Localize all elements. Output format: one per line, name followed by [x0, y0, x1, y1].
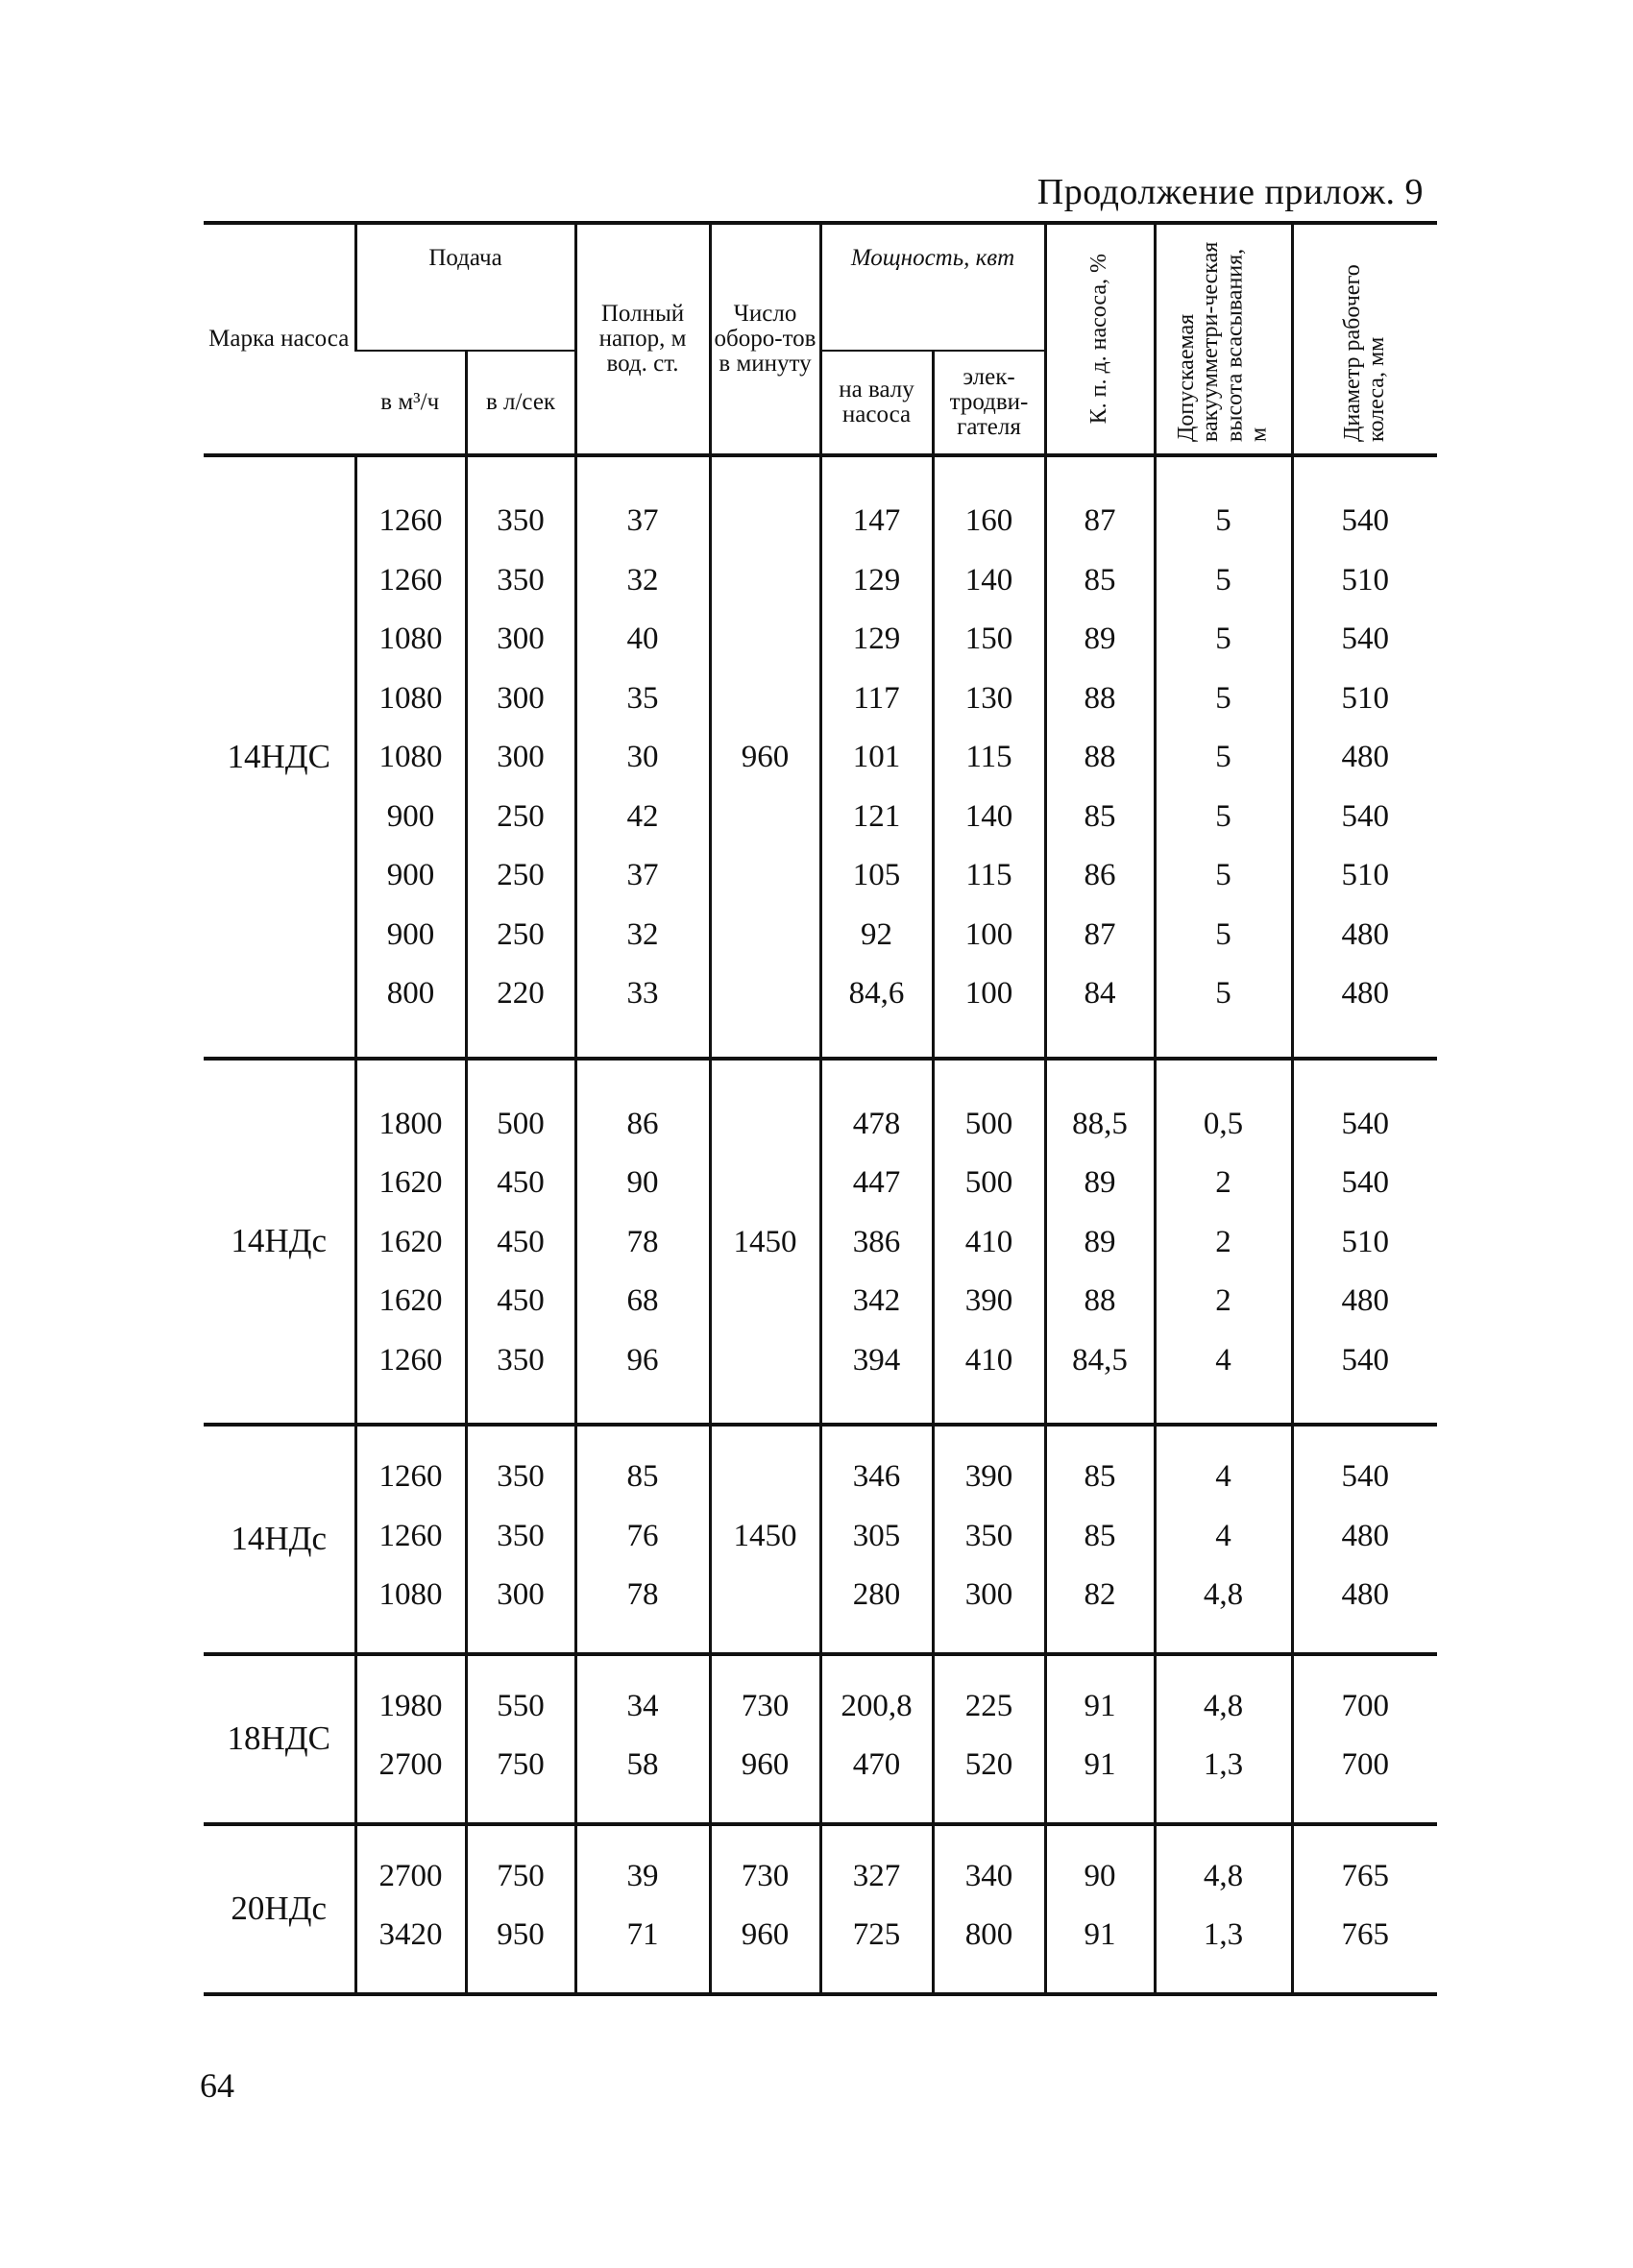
cell-value: 250 — [497, 798, 545, 834]
cell-value: 150 — [964, 622, 1013, 656]
cell-value: 305 — [852, 1518, 901, 1553]
cell-value: 394 — [852, 1342, 901, 1378]
cell-value: 105 — [852, 858, 901, 892]
cell-value: 58 — [626, 1747, 659, 1782]
header-power-shaft: на валу насоса — [820, 351, 933, 455]
cell-value: 450 — [497, 1224, 545, 1259]
cell-value: 390 — [964, 1283, 1013, 1318]
cell-value: 480 — [1341, 1283, 1390, 1318]
cell-value: 1260 — [378, 562, 443, 597]
header-efficiency-label: К. п. д. насоса, % — [1086, 254, 1112, 425]
cell-value: 91 — [1084, 1688, 1116, 1723]
cell-value: 350 — [497, 1342, 545, 1378]
col-efficiency — [1045, 1824, 1155, 1994]
cell-value: 129 — [852, 622, 901, 656]
cell-value: 5 — [1215, 858, 1231, 892]
cell-value: 78 — [626, 1577, 659, 1612]
cell-value: 160 — [964, 503, 1013, 538]
cell-value: 5 — [1215, 680, 1231, 716]
page-header: Продолжение прилож. 9 — [1036, 172, 1424, 212]
cell-value: 68 — [626, 1283, 659, 1318]
speed-cell — [710, 1654, 820, 1824]
cell-value: 32 — [626, 916, 659, 952]
cell-value: 84,5 — [1072, 1342, 1128, 1378]
cell-value: 140 — [964, 562, 1013, 597]
pump-mark: 14НДс — [204, 1425, 355, 1654]
col-efficiency — [1045, 1059, 1155, 1426]
cell-value: 1080 — [378, 1577, 443, 1612]
cell-value: 765 — [1341, 1917, 1390, 1952]
cell-value: 101 — [852, 740, 901, 774]
col-suction — [1155, 1059, 1292, 1426]
cell-value: 88 — [1084, 680, 1116, 716]
col-feed-ls — [466, 1824, 575, 1994]
header-power-motor: элек-тродви-гателя — [933, 351, 1045, 455]
col-suction — [1155, 455, 1292, 1059]
pump-mark: 14НДс — [204, 1059, 355, 1426]
cell-value: 480 — [1341, 916, 1390, 952]
col-power-shaft — [820, 1654, 933, 1824]
cell-value: 88 — [1084, 1283, 1116, 1318]
col-diameter — [1292, 1824, 1437, 1994]
cell-value: 200,8 — [841, 1688, 913, 1723]
cell-value: 410 — [964, 1342, 1013, 1378]
cell-value: 540 — [1341, 798, 1390, 834]
cell-value: 2700 — [378, 1747, 443, 1782]
cell-value: 5 — [1215, 503, 1231, 538]
cell-value: 4,8 — [1203, 1688, 1244, 1723]
cell-value: 220 — [497, 976, 545, 1011]
cell-value: 470 — [852, 1747, 901, 1782]
col-feed-m3h — [355, 1824, 466, 1994]
cell-value: 327 — [852, 1858, 901, 1893]
pump-group-row — [204, 1654, 1437, 1824]
cell-value: 100 — [964, 916, 1013, 952]
cell-value: 5 — [1215, 976, 1231, 1011]
header-power-group: Мощность, квт — [820, 223, 1045, 351]
header-speed: Число оборо-тов в минуту — [710, 223, 820, 455]
cell-value: 30 — [626, 740, 659, 774]
cell-value: 1260 — [378, 503, 443, 538]
cell-value: 100 — [964, 976, 1013, 1011]
cell-value: 480 — [1341, 976, 1390, 1011]
col-feed-m3h — [355, 1425, 466, 1654]
header-head: Полный напор, м вод. ст. — [575, 223, 710, 455]
cell-value: 1,3 — [1203, 1917, 1244, 1952]
col-feed-m3h — [355, 1654, 466, 1824]
cell-value: 500 — [964, 1106, 1013, 1141]
cell-value: 1260 — [378, 1342, 443, 1378]
cell-value: 300 — [497, 740, 545, 774]
cell-value: 346 — [852, 1459, 901, 1494]
cell-value: 500 — [964, 1165, 1013, 1200]
cell-value: 40 — [626, 622, 659, 656]
cell-value: 1620 — [378, 1224, 443, 1259]
cell-value: 225 — [964, 1688, 1013, 1723]
cell-value: 725 — [852, 1917, 901, 1952]
cell-value: 85 — [1084, 1518, 1116, 1553]
cell-value: 4,8 — [1203, 1858, 1244, 1893]
cell-value: 0,5 — [1203, 1106, 1244, 1141]
cell-value: 42 — [626, 798, 659, 834]
speed-cell — [710, 1824, 820, 1994]
cell-value: 700 — [1341, 1747, 1390, 1782]
cell-value: 5 — [1215, 798, 1231, 834]
col-power-motor — [933, 1654, 1045, 1824]
col-power-motor — [933, 1824, 1045, 1994]
cell-value: 71 — [626, 1917, 659, 1952]
col-power-shaft — [820, 1425, 933, 1654]
cell-value: 4,8 — [1203, 1577, 1244, 1612]
pump-specs-table — [204, 221, 1437, 1996]
cell-value: 90 — [626, 1165, 659, 1200]
col-diameter — [1292, 455, 1437, 1059]
col-head — [575, 1059, 710, 1426]
cell-value: 34 — [626, 1688, 659, 1723]
col-efficiency — [1045, 1425, 1155, 1654]
cell-value: 478 — [852, 1106, 901, 1141]
cell-value: 86 — [1084, 858, 1116, 892]
col-power-shaft — [820, 455, 933, 1059]
header-feed-ls: в л/сек — [466, 351, 575, 455]
cell-value: 550 — [497, 1688, 545, 1723]
cell-value: 91 — [1084, 1747, 1116, 1782]
cell-value: 800 — [386, 976, 435, 1011]
cell-value: 86 — [626, 1106, 659, 1141]
cell-value: 510 — [1341, 858, 1390, 892]
cell-value: 89 — [1084, 1165, 1116, 1200]
cell-value: 300 — [497, 622, 545, 656]
cell-value: 480 — [1341, 1577, 1390, 1612]
cell-value: 540 — [1341, 1165, 1390, 1200]
cell-value: 39 — [626, 1858, 659, 1893]
pump-group-row — [204, 1824, 1437, 1994]
col-efficiency — [1045, 455, 1155, 1059]
header-diameter-label: Диаметр рабочего колеса, мм — [1340, 264, 1390, 442]
cell-value: 96 — [626, 1342, 659, 1378]
cell-value: 5 — [1215, 916, 1231, 952]
cell-value: 900 — [386, 858, 435, 892]
col-head — [575, 1824, 710, 1994]
cell-value: 3420 — [378, 1917, 443, 1952]
cell-value: 130 — [964, 680, 1013, 716]
cell-value: 35 — [626, 680, 659, 716]
cell-value: 1620 — [378, 1165, 443, 1200]
cell-value: 500 — [497, 1106, 545, 1141]
cell-value: 1260 — [378, 1518, 443, 1553]
cell-value: 1800 — [378, 1106, 443, 1141]
cell-value: 32 — [626, 562, 659, 597]
col-power-shaft — [820, 1059, 933, 1426]
cell-value: 520 — [964, 1747, 1013, 1782]
col-diameter — [1292, 1425, 1437, 1654]
cell-value: 540 — [1341, 1342, 1390, 1378]
cell-value: 89 — [1084, 622, 1116, 656]
col-feed-ls — [466, 1425, 575, 1654]
cell-value: 750 — [497, 1747, 545, 1782]
cell-value: 950 — [497, 1917, 545, 1952]
cell-value: 121 — [852, 798, 901, 834]
cell-value: 350 — [497, 562, 545, 597]
header-suction — [1155, 223, 1292, 455]
cell-value: 90 — [1084, 1858, 1116, 1893]
col-feed-ls — [466, 1654, 575, 1824]
cell-value: 78 — [626, 1224, 659, 1259]
cell-value: 700 — [1341, 1688, 1390, 1723]
cell-value: 800 — [964, 1917, 1013, 1952]
col-head — [575, 1654, 710, 1824]
cell-value: 87 — [1084, 503, 1116, 538]
cell-value: 5 — [1215, 740, 1231, 774]
cell-value: 2 — [1215, 1283, 1231, 1318]
cell-value: 147 — [852, 503, 901, 538]
cell-value: 340 — [964, 1858, 1013, 1893]
cell-value: 900 — [386, 798, 435, 834]
pump-mark: 14НДС — [227, 737, 330, 775]
cell-value: 4 — [1215, 1459, 1231, 1494]
col-feed-ls — [466, 1059, 575, 1426]
cell-value: 87 — [1084, 916, 1116, 952]
header-feed-m3h: в м³/ч — [355, 351, 466, 455]
header-diameter — [1292, 223, 1437, 455]
cell-value: 450 — [497, 1283, 545, 1318]
pump-group-row — [204, 455, 1437, 1059]
col-power-motor — [933, 1059, 1045, 1426]
col-head — [575, 455, 710, 1059]
col-diameter — [1292, 1654, 1437, 1824]
cell-value: 342 — [852, 1283, 901, 1318]
cell-value: 85 — [1084, 798, 1116, 834]
speed-cell: 1450 — [710, 1425, 820, 1654]
cell-value: 85 — [1084, 562, 1116, 597]
cell-value: 386 — [852, 1224, 901, 1259]
cell-value: 480 — [1341, 1518, 1390, 1553]
cell-value: 1080 — [378, 622, 443, 656]
col-diameter — [1292, 1059, 1437, 1426]
cell-value: 117 — [853, 680, 900, 716]
col-feed-m3h — [355, 1059, 466, 1426]
cell-value: 88,5 — [1072, 1106, 1128, 1141]
header-mark: Марка насоса — [204, 223, 355, 455]
header-row-1 — [204, 223, 1437, 351]
cell-value: 5 — [1215, 562, 1231, 597]
cell-value: 115 — [965, 858, 1012, 892]
cell-value: 92 — [861, 916, 893, 952]
header-efficiency — [1045, 223, 1155, 455]
cell-value: 129 — [852, 562, 901, 597]
cell-value: 350 — [497, 1459, 545, 1494]
pump-group-row — [204, 1059, 1437, 1426]
col-suction — [1155, 1425, 1292, 1654]
page-number: 64 — [200, 2066, 234, 2105]
pump-mark: 18НДС — [204, 1654, 355, 1824]
table-body — [204, 455, 1437, 1994]
speed-value: 960 — [741, 1917, 790, 1952]
cell-value: 37 — [626, 858, 659, 892]
cell-value: 900 — [386, 916, 435, 952]
speed-cell: 960 — [710, 455, 820, 1059]
cell-value: 1620 — [378, 1283, 443, 1318]
speed-value: 730 — [741, 1688, 790, 1723]
cell-value: 91 — [1084, 1917, 1116, 1952]
col-power-shaft — [820, 1824, 933, 1994]
col-suction — [1155, 1654, 1292, 1824]
cell-value: 765 — [1341, 1858, 1390, 1893]
col-head — [575, 1425, 710, 1654]
cell-value: 540 — [1341, 1459, 1390, 1494]
cell-value: 89 — [1084, 1224, 1116, 1259]
cell-value: 140 — [964, 798, 1013, 834]
cell-value: 540 — [1341, 503, 1390, 538]
cell-value: 300 — [497, 1577, 545, 1612]
cell-value: 5 — [1215, 622, 1231, 656]
speed-cell: 1450 — [710, 1059, 820, 1426]
cell-value: 85 — [1084, 1459, 1116, 1494]
header-suction-label: Допускаемая вакуумметри-ческая высота всасывания, м — [1174, 241, 1272, 442]
cell-value: 480 — [1341, 740, 1390, 774]
cell-value: 300 — [497, 680, 545, 716]
cell-value: 250 — [497, 916, 545, 952]
col-efficiency — [1045, 1654, 1155, 1824]
cell-value: 4 — [1215, 1342, 1231, 1378]
cell-value: 1980 — [378, 1688, 443, 1723]
col-power-motor — [933, 1425, 1045, 1654]
cell-value: 540 — [1341, 622, 1390, 656]
cell-value: 2 — [1215, 1165, 1231, 1200]
cell-value: 37 — [626, 503, 659, 538]
cell-value: 280 — [852, 1577, 901, 1612]
col-power-motor — [933, 455, 1045, 1059]
cell-value: 350 — [497, 503, 545, 538]
cell-value: 2 — [1215, 1224, 1231, 1259]
cell-value: 1080 — [378, 740, 443, 774]
cell-value: 33 — [626, 976, 659, 1011]
cell-value: 540 — [1341, 1106, 1390, 1141]
cell-value: 350 — [497, 1518, 545, 1553]
cell-value: 510 — [1341, 680, 1390, 716]
speed-value: 730 — [741, 1858, 790, 1893]
cell-value: 300 — [964, 1577, 1013, 1612]
cell-value: 76 — [626, 1518, 659, 1553]
cell-value: 2700 — [378, 1858, 443, 1893]
cell-value: 350 — [964, 1518, 1013, 1553]
cell-value: 450 — [497, 1165, 545, 1200]
header-feed-group: Подача — [355, 223, 575, 351]
cell-value: 447 — [852, 1165, 901, 1200]
cell-value: 84,6 — [848, 976, 905, 1011]
cell-value: 410 — [964, 1224, 1013, 1259]
col-suction — [1155, 1824, 1292, 1994]
cell-value: 115 — [965, 740, 1012, 774]
cell-value: 88 — [1084, 740, 1116, 774]
cell-value: 1080 — [378, 680, 443, 716]
cell-value: 1260 — [378, 1459, 443, 1494]
cell-value: 510 — [1341, 1224, 1390, 1259]
cell-value: 250 — [497, 858, 545, 892]
cell-value: 750 — [497, 1858, 545, 1893]
cell-value: 390 — [964, 1459, 1013, 1494]
speed-value: 960 — [741, 1747, 790, 1782]
cell-value: 1,3 — [1203, 1747, 1244, 1782]
cell-value: 85 — [626, 1459, 659, 1494]
pump-mark: 20НДс — [204, 1824, 355, 1994]
cell-value: 510 — [1341, 562, 1390, 597]
col-feed-ls — [466, 455, 575, 1059]
cell-value: 82 — [1084, 1577, 1116, 1612]
cell-value: 4 — [1215, 1518, 1231, 1553]
cell-value: 84 — [1084, 976, 1116, 1011]
pump-group-row — [204, 1425, 1437, 1654]
col-feed-m3h — [355, 455, 466, 1059]
